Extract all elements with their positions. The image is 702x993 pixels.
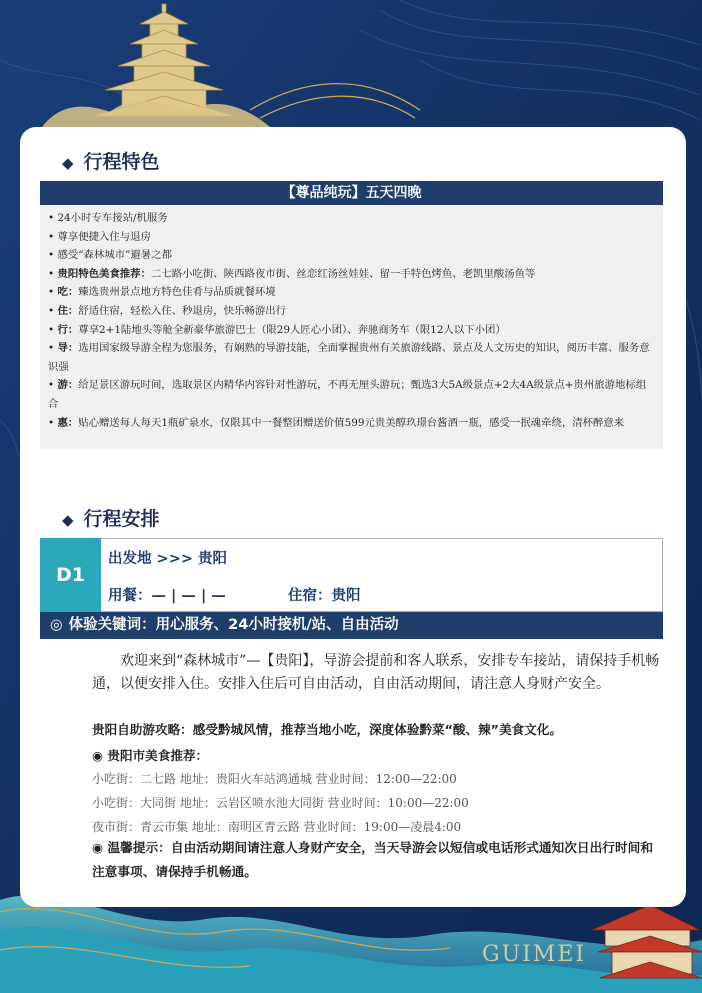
features-section-title [62,147,160,174]
feature-text: 贴心赠送每人每天1瓶矿泉水，仅限其中一餐整团赠送价值599元贵美醇玖璟台酱酒一瓶，感受一抿魂牵绕，清杯醉意来 [78,416,625,429]
guide-line: 贵阳自助游攻略：感受黔城风情，推荐当地小吃，深度体验黔菜“酸、辣”美食文化。 [92,722,562,737]
features-list [40,205,663,432]
food-line: 夜市街：青云市集 地址：南明区青云路 营业时间：19:00—凌晨4:00 [92,820,462,834]
watermark: GUIMEI [482,942,587,967]
tip-text: ◉ 温馨提示：自由活动期间请注意人身财产安全，当天导游会以短信或电话形式通知次日出行时间和注意事项、请保持手机畅通。 [92,840,654,879]
feature-label: 游： [57,379,79,392]
route-text: 出发地 >>> 贵阳 [108,551,228,567]
food-line: 小吃街：二七路 地址：贵阳火车站鸿通城 营业时间：12:00—22:00 [92,772,457,786]
feature-item: • 行：尊享2+1陆地头等舱全新豪华旅游巴士（限29人匠心小团）、奔驰商务车（限12人以下小团） [48,323,506,336]
feature-text: 二七路小吃街、陕西路夜市街、丝恋红汤丝娃娃、留一手特色烤鱼、老凯里酸汤鱼等 [150,267,536,280]
diamond-icon: ◆ [62,511,74,529]
feature-item: • 尊享便捷入住与退房 [48,230,151,243]
feature-label: 惠： [57,416,79,429]
food-line: 小吃街：大同街 地址：云岩区喷水池大同街 营业时间：10:00—22:00 [92,796,469,810]
feature-text: 选用国家级导游全程为您服务，有娴熟的导游技能，全面掌握贵州有关旅游线路、景点及人文历史的知识，阅历丰富、服务意识强 [48,342,650,373]
feature-text: 尊享2+1陆地头等舱全新豪华旅游巴士（限29人匠心小团）、奔驰商务车（限12人以下小团） [78,323,506,336]
feature-label: 行： [57,323,79,336]
feature-text: 尊享便捷入住与退房 [57,230,151,243]
feature-item: • 24小时专车接站/机服务 [48,212,168,224]
food-title: ◉ 贵阳市美食推荐： [92,748,209,763]
feature-item: • 导：选用国家级导游全程为您服务，有娴熟的导游技能，全面掌握贵州有关旅游线路、景点及人文历史的知识，阅历丰富、服务意识强 [48,342,650,373]
schedule-section-title [62,504,160,531]
day-label: D1 [40,538,101,612]
feature-label: 导： [57,342,79,355]
intro-paragraph: 欢迎来到“森林城市”—【贵阳】，导游会提前和客人联系，安排专车接站，请保持手机畅通，以便安排入住。安排入住后可自由活动，自由活动期间，请注意人身财产安全。 [92,653,660,692]
feature-text: 舒适住宿，轻松入住、秒退房，快乐畅游出行 [78,304,287,317]
lodging-text: 住宿：贵阳 [288,588,361,604]
feature-text: 臻选贵州景点地方特色佳肴与品质就餐环境 [78,286,276,299]
schedule-title-text: 行程安排 [83,508,160,530]
feature-label: 住： [57,304,79,317]
feature-label: 贵阳特色美食推荐： [57,267,151,280]
feature-item: • 贵阳特色美食推荐：二七路小吃街、陕西路夜市街、丝恋红汤丝娃娃、留一手特色烤鱼、老凯里酸汤鱼等 [48,267,536,280]
feature-text: 感受“森林城市”避暑之都 [57,249,172,262]
meals-text: 用餐：— | — | — [108,588,226,604]
features-list-box [40,205,663,449]
features-header-bar: 【尊品纯玩】五天四晚 [40,181,663,205]
feature-label: 吃： [57,286,79,299]
diamond-icon: ◆ [62,154,74,172]
feature-item: • 吃：臻选贵州景点地方特色佳肴与品质就餐环境 [48,286,276,299]
feature-item: • 住：舒适住宿，轻松入住、秒退房，快乐畅游出行 [48,304,287,317]
features-title-text: 行程特色 [83,151,160,173]
keyword-bar [40,612,663,639]
feature-item: • 惠：贴心赠送每人每天1瓶矿泉水，仅限其中一餐整团赠送价值599元贵美醇玖璟台酱酒一瓶，感受一抿魂牵绕，清杯醉意来 [48,416,625,429]
keyword-text: 体验关键词：用心服务、24小时接机/站、自由活动 [68,617,399,633]
target-icon: ◎ [50,617,63,633]
feature-item: • 感受“森林城市”避暑之都 [48,249,172,262]
feature-text: 24小时专车接站/机服务 [57,212,168,224]
feature-text: 给足景区游玩时间，选取景区内精华内容针对性游玩，不再无厘头游玩；甄选3大5A级景点+2大4A级景点+贵州旅游地标组合 [48,379,647,410]
feature-item: • 游：给足景区游玩时间，选取景区内精华内容针对性游玩，不再无厘头游玩；甄选3大5A级景点+2大4A级景点+贵州旅游地标组合 [48,379,647,410]
